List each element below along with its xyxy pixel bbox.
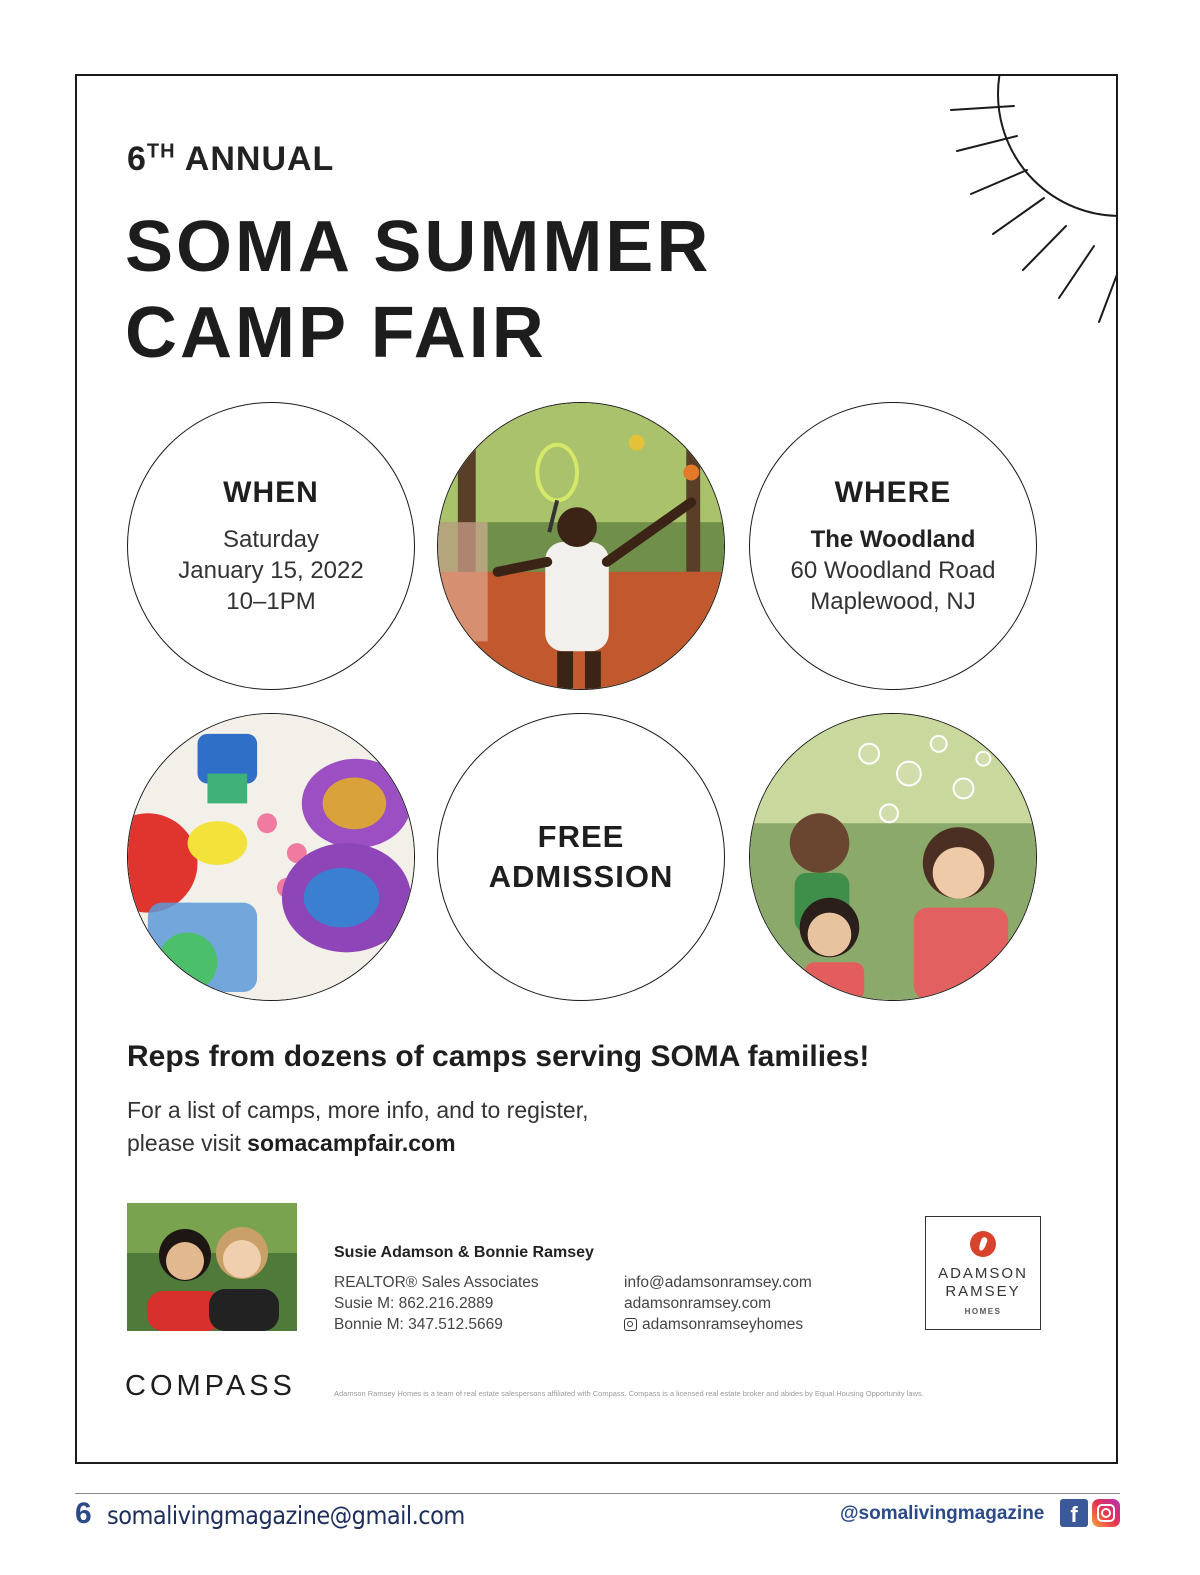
instagram-icon	[624, 1318, 637, 1331]
info-line-1: For a list of camps, more info, and to register,	[127, 1097, 589, 1123]
title-line-2: CAMP FAIR	[125, 293, 547, 373]
when-circle	[127, 402, 415, 690]
compass-logo: COMPASS	[125, 1370, 296, 1402]
footer-divider	[75, 1493, 1120, 1494]
annual-suffix: TH	[146, 140, 176, 163]
when-day: Saturday	[222, 525, 320, 553]
agents-website-link[interactable]: adamsonramsey.com	[624, 1295, 772, 1312]
logo-word-3: HOMES	[964, 1306, 1002, 1316]
info-line-2	[127, 1127, 588, 1160]
where-street: 60 Woodland Road	[790, 556, 996, 584]
craft-beads-photo	[127, 713, 415, 1001]
sun-icon	[937, 76, 1118, 416]
title-line-1: SOMA SUMMER	[125, 207, 712, 287]
info-text	[127, 1094, 588, 1160]
agents-email-link[interactable]: info@adamsonramsey.com	[624, 1274, 812, 1291]
bubbles-kids-photo	[749, 713, 1037, 1001]
where-circle	[749, 402, 1037, 690]
where-heading: WHERE	[834, 475, 952, 509]
info-prefix: please visit	[127, 1130, 241, 1156]
footer-social-handle[interactable]: @somalivingmagazine	[840, 1503, 1045, 1524]
page-number: 6	[75, 1497, 92, 1530]
legal-disclaimer: Adamson Ramsey Homes is a team of real estate salespersons affiliated with Compass. Compass is a licensed real estate broker and abides by Equal Housing Opportunity laws.	[334, 1389, 924, 1398]
footer-email-link[interactable]: somalivingmagazine@gmail.com	[107, 1501, 465, 1530]
agents-names: Susie Adamson & Bonnie Ramsey	[334, 1244, 594, 1261]
agents-details	[334, 1272, 539, 1335]
annual-word: ANNUAL	[184, 140, 335, 178]
info-url-link[interactable]: somacampfair.com	[247, 1130, 456, 1156]
tagline: Reps from dozens of camps serving SOMA families!	[127, 1040, 870, 1073]
facebook-icon[interactable]: f	[1060, 1499, 1088, 1527]
agents-contact	[624, 1272, 812, 1335]
instagram-icon[interactable]	[1092, 1499, 1120, 1527]
agents-instagram-link[interactable]	[624, 1314, 812, 1335]
logo-word-1: ADAMSON	[938, 1264, 1028, 1282]
susie-phone[interactable]: Susie M: 862.216.2889	[334, 1295, 494, 1312]
where-venue: The Woodland	[810, 525, 976, 553]
annual-label	[127, 140, 334, 179]
agents-role: REALTOR® Sales Associates	[334, 1274, 539, 1291]
free-admission-line-1: FREE	[537, 819, 625, 854]
adamson-ramsey-logo	[925, 1216, 1041, 1330]
when-time: 10–1PM	[226, 587, 316, 615]
annual-number: 6	[127, 140, 147, 178]
agents-instagram-handle: adamsonramseyhomes	[642, 1316, 804, 1333]
free-admission-circle	[437, 713, 725, 1001]
where-city: Maplewood, NJ	[810, 587, 976, 615]
bonnie-phone[interactable]: Bonnie M: 347.512.5669	[334, 1316, 503, 1333]
agents-photo	[127, 1203, 297, 1331]
logo-word-2: RAMSEY	[945, 1282, 1021, 1300]
free-admission-line-2: ADMISSION	[488, 859, 674, 894]
when-heading: WHEN	[223, 475, 319, 509]
page-title	[125, 204, 711, 376]
when-date: January 15, 2022	[178, 556, 364, 584]
flame-icon	[970, 1231, 996, 1257]
camp-fair-ad	[75, 74, 1118, 1464]
tennis-kids-photo	[437, 402, 725, 690]
